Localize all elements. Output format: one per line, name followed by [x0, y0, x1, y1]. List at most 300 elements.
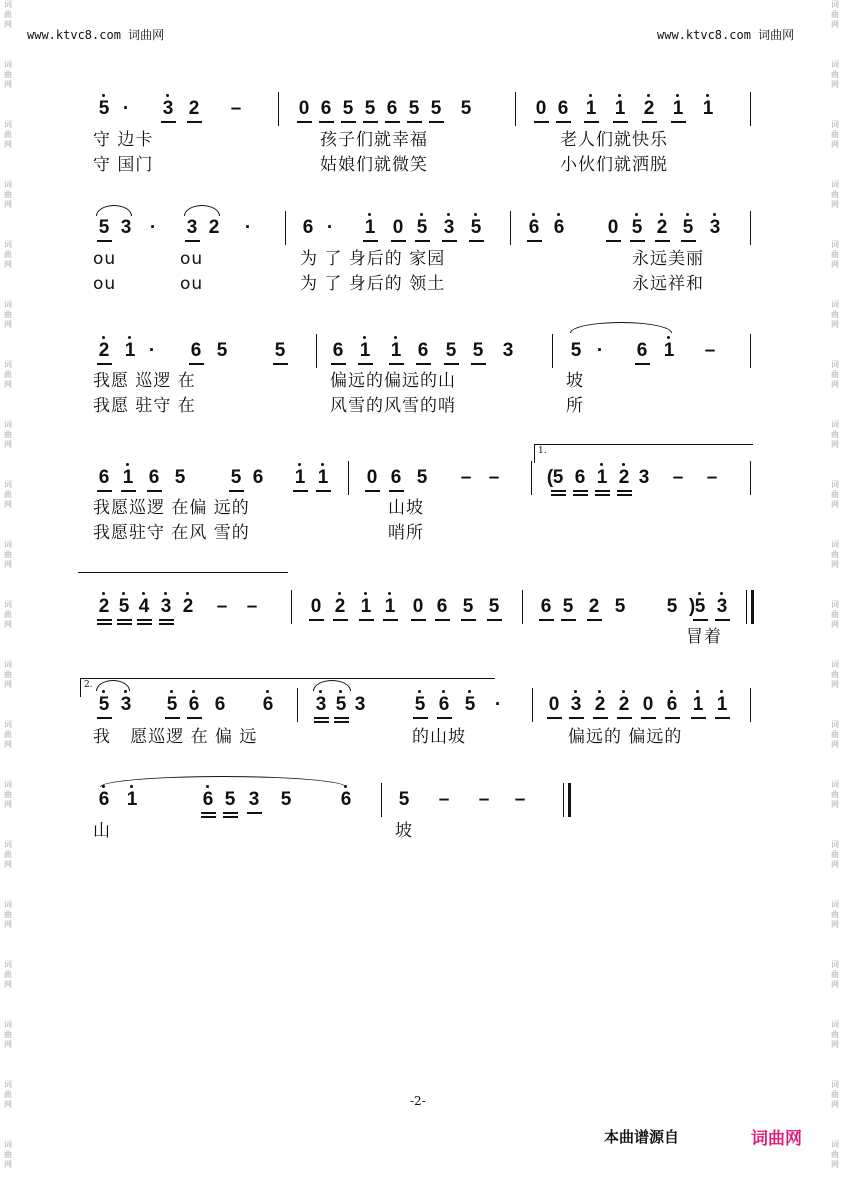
lyric: 山	[93, 821, 111, 841]
volta-1-label: 1.	[538, 446, 547, 456]
underline-beam	[201, 812, 216, 814]
note: 0	[310, 596, 322, 617]
note: 0	[535, 98, 547, 119]
dot-augment: ·	[122, 98, 130, 119]
page-number: -2-	[410, 1094, 426, 1108]
lyric: 小伙们就洒脱	[560, 155, 668, 175]
underline-beam	[630, 240, 645, 242]
underline-beam	[556, 121, 571, 123]
lyric: 的山坡	[412, 727, 466, 747]
lyric: 我 愿巡逻 在 偏 远	[93, 727, 258, 747]
lyric: 守 边卡	[93, 130, 154, 150]
underline-beam	[561, 619, 576, 621]
underline-beam	[547, 717, 562, 719]
watermark-text: 词 曲 网	[4, 600, 12, 629]
underline-beam	[665, 717, 680, 719]
note: 3	[714, 596, 730, 618]
dash-sustain: –	[488, 467, 500, 488]
note: 0	[642, 694, 654, 715]
volta-2	[80, 678, 495, 697]
note: 1	[714, 694, 730, 716]
underline-beam	[159, 623, 174, 625]
note: 6	[186, 694, 202, 716]
underline-beam	[416, 363, 431, 365]
barline	[316, 334, 317, 368]
note: 2	[641, 98, 657, 120]
note: 5	[96, 694, 112, 716]
dash-sustain: –	[460, 467, 472, 488]
note: 5	[174, 467, 186, 488]
note: 3	[118, 694, 134, 716]
note: 1	[612, 98, 628, 120]
underline-beam	[551, 494, 566, 496]
watermark-text: 词 曲 网	[4, 840, 12, 869]
underline-beam	[185, 240, 200, 242]
watermark-text: 词 曲 网	[831, 60, 839, 89]
underline-beam	[593, 717, 608, 719]
note: 1	[388, 340, 404, 362]
watermark-text: 词 曲 网	[831, 960, 839, 989]
note: 5	[224, 789, 236, 810]
underline-beam	[587, 619, 602, 621]
watermark-text: 词 曲 网	[4, 720, 12, 749]
note: 2	[96, 596, 112, 618]
note: 3	[248, 789, 260, 810]
underline-beam	[442, 240, 457, 242]
note: 5	[342, 98, 354, 119]
underline-beam	[97, 490, 112, 492]
underline-beam	[617, 494, 632, 496]
barline	[278, 92, 279, 126]
underline-beam	[551, 490, 566, 492]
watermark-text: 词 曲 网	[4, 0, 12, 29]
slur	[96, 205, 132, 216]
note: 5	[364, 98, 376, 119]
underline-beam	[314, 717, 329, 719]
header-url-right[interactable]: www.ktvc8.com 词曲网	[657, 28, 795, 42]
note: 3	[502, 340, 514, 361]
underline-beam	[691, 717, 706, 719]
note: 2	[332, 596, 348, 618]
underline-beam	[573, 494, 588, 496]
note: 3	[441, 217, 457, 239]
volta-2-label: 2.	[84, 680, 93, 690]
note: 5	[430, 98, 442, 119]
lyric: 哨所	[388, 523, 424, 543]
volta-1-continuation-line	[78, 572, 288, 573]
note: 6	[148, 467, 160, 488]
note: 1	[690, 694, 706, 716]
underline-beam	[435, 619, 450, 621]
note: 6	[332, 340, 344, 361]
underline-beam	[247, 812, 262, 814]
barline	[750, 334, 751, 368]
barline	[522, 590, 523, 624]
dot-augment: ·	[494, 694, 502, 715]
note: 5	[488, 596, 500, 617]
underline-beam	[334, 717, 349, 719]
underline-beam	[358, 363, 373, 365]
underline-beam	[117, 619, 132, 621]
note: 5	[614, 596, 626, 617]
underline-beam	[595, 490, 610, 492]
volta-1	[534, 444, 753, 463]
barline	[750, 211, 751, 245]
barline	[746, 590, 747, 624]
watermark-text: 词 曲 网	[4, 960, 12, 989]
note: 6	[557, 98, 569, 119]
underline-beam	[121, 490, 136, 492]
dash-sustain: –	[706, 467, 718, 488]
underline-beam	[97, 623, 112, 625]
watermark-text: 词 曲 网	[831, 720, 839, 749]
watermark-column-right	[829, 0, 841, 1172]
lyric: 孩子们就幸福	[320, 130, 428, 150]
note: 1	[358, 596, 374, 618]
underline-beam	[671, 121, 686, 123]
underline-beam	[161, 121, 176, 123]
note: 5	[414, 217, 430, 239]
watermark-text: 词 曲 网	[831, 360, 839, 389]
underline-beam	[391, 240, 406, 242]
watermark-text: 词 曲 网	[4, 240, 12, 269]
note: 5	[666, 596, 678, 617]
underline-beam	[539, 619, 554, 621]
underline-beam	[534, 121, 549, 123]
note: 5	[462, 694, 478, 716]
lyric: 为 了 身后的 领土	[300, 274, 446, 294]
watermark-text: 词 曲 网	[831, 420, 839, 449]
dash-sustain: –	[672, 467, 684, 488]
note: 1	[382, 596, 398, 618]
note: 6	[551, 217, 567, 239]
note: 2	[616, 694, 632, 716]
note: 2	[96, 340, 112, 362]
underline-beam	[97, 619, 112, 621]
dot-augment: ·	[149, 217, 157, 238]
underline-beam	[365, 490, 380, 492]
barline	[381, 783, 382, 817]
dot-augment: ·	[596, 340, 604, 361]
watermark-text: 词 曲 网	[4, 1140, 12, 1169]
note: 6	[200, 789, 216, 811]
dash-sustain: –	[704, 340, 716, 361]
note: 0	[366, 467, 378, 488]
note: 5	[116, 596, 132, 618]
underline-beam	[444, 363, 459, 365]
note: 5	[462, 596, 474, 617]
watermark-text: 词 曲 网	[4, 120, 12, 149]
underline-beam	[617, 490, 632, 492]
watermark-text: 词 曲 网	[831, 840, 839, 869]
barline	[348, 461, 349, 495]
note: 5	[562, 596, 574, 617]
underline-beam	[159, 619, 174, 621]
watermark-text: 词 曲 网	[831, 600, 839, 629]
barline	[552, 334, 553, 368]
underline-beam	[487, 619, 502, 621]
note: 6	[526, 217, 542, 239]
lyric: 我愿巡逻 在偏 远的	[93, 498, 250, 518]
underline-beam	[363, 121, 378, 123]
note: 1	[661, 340, 677, 362]
note: 5	[552, 467, 564, 488]
note: 6	[214, 694, 226, 715]
lyric: ou	[93, 274, 117, 294]
underline-beam	[309, 619, 324, 621]
note: 5	[216, 340, 228, 361]
source-brand[interactable]: 词曲网	[751, 1129, 802, 1149]
lyric: 我愿 巡逻 在	[93, 371, 196, 391]
barline	[750, 688, 751, 722]
lyric: 山坡	[388, 498, 424, 518]
lyric: 偏远的偏远的山	[330, 371, 456, 391]
barline	[532, 688, 533, 722]
watermark-text: 词 曲 网	[4, 780, 12, 809]
note: 1	[124, 789, 140, 811]
underline-beam	[137, 619, 152, 621]
lyric: 姑娘们就微笑	[320, 155, 428, 175]
note: 6	[540, 596, 552, 617]
note: 1	[594, 467, 610, 489]
underline-beam	[359, 619, 374, 621]
underline-beam	[97, 240, 112, 242]
dash-sustain: –	[216, 596, 228, 617]
note: 5	[629, 217, 645, 239]
watermark-column-left	[2, 0, 14, 1172]
underline-beam	[389, 363, 404, 365]
underline-beam	[584, 121, 599, 123]
note: 1	[315, 467, 331, 489]
lyric: ou	[93, 249, 117, 269]
underline-beam	[715, 717, 730, 719]
watermark-text: 词 曲 网	[4, 660, 12, 689]
lyric: 为 了 身后的 家园	[300, 249, 446, 269]
barline	[515, 92, 516, 126]
note: 3	[568, 694, 584, 716]
note: 5	[408, 98, 420, 119]
underline-beam	[389, 490, 404, 492]
lyric: ou	[180, 274, 204, 294]
underline-beam	[314, 721, 329, 723]
note: 5	[164, 694, 180, 716]
note: 5	[460, 98, 472, 119]
watermark-text: 词 曲 网	[4, 540, 12, 569]
note: 5	[680, 217, 696, 239]
slur	[570, 322, 672, 333]
note: 5	[692, 596, 708, 618]
note: 6	[390, 467, 402, 488]
underline-beam	[415, 240, 430, 242]
watermark-text: 词 曲 网	[831, 660, 839, 689]
note: 2	[208, 217, 220, 238]
underline-beam	[681, 240, 696, 242]
watermark-text: 词 曲 网	[4, 60, 12, 89]
watermark-text: 词 曲 网	[4, 1080, 12, 1109]
watermark-text: 词 曲 网	[831, 240, 839, 269]
note: 5	[445, 340, 457, 361]
lyric: 风雪的风雪的哨	[330, 396, 456, 416]
note: 5	[570, 340, 582, 361]
dash-sustain: –	[438, 789, 450, 810]
watermark-text: 词 曲 网	[831, 0, 839, 29]
underline-beam	[573, 490, 588, 492]
note: 1	[362, 217, 378, 239]
note: 1	[583, 98, 599, 120]
underline-beam	[223, 812, 238, 814]
underline-beam	[383, 619, 398, 621]
lyric: 我愿驻守 在风 雪的	[93, 523, 250, 543]
underline-beam	[319, 121, 334, 123]
lyric: 我愿 驻守 在	[93, 396, 196, 416]
underline-beam	[147, 490, 162, 492]
note: 3	[638, 467, 650, 488]
lyric: 冒着	[686, 627, 722, 647]
note: 6	[338, 789, 354, 811]
watermark-text: 词 曲 网	[831, 1140, 839, 1169]
underline-beam	[187, 121, 202, 123]
lyric: ou	[180, 249, 204, 269]
note: 2	[180, 596, 196, 618]
note: 2	[592, 694, 608, 716]
dash-sustain: –	[230, 98, 242, 119]
watermark-text: 词 曲 网	[4, 180, 12, 209]
underline-beam	[341, 121, 356, 123]
header-url-left[interactable]: www.ktvc8.com 词曲网	[27, 28, 165, 42]
barline	[751, 590, 754, 624]
note: 5	[96, 98, 112, 120]
underline-beam	[407, 121, 422, 123]
underline-beam	[201, 816, 216, 818]
underline-beam	[613, 121, 628, 123]
barline	[285, 211, 286, 245]
note: 5	[230, 467, 242, 488]
note: 3	[313, 694, 329, 716]
dot-augment: ·	[148, 340, 156, 361]
underline-beam	[385, 121, 400, 123]
barline	[563, 783, 564, 817]
note: 6	[96, 789, 112, 811]
note: 6	[252, 467, 264, 488]
watermark-text: 词 曲 网	[831, 1020, 839, 1049]
dot-augment: ·	[244, 217, 252, 238]
note: 2	[588, 596, 600, 617]
watermark-text: 词 曲 网	[831, 1080, 839, 1109]
watermark-text: 词 曲 网	[4, 900, 12, 929]
underline-beam	[411, 619, 426, 621]
underline-beam	[569, 717, 584, 719]
note: 3	[120, 217, 132, 238]
note: 6	[436, 694, 452, 716]
underline-beam	[693, 619, 708, 621]
note: 6	[636, 340, 648, 361]
note: 5	[468, 217, 484, 239]
barline	[568, 783, 571, 817]
underline-beam	[165, 717, 180, 719]
note: (	[546, 467, 554, 488]
underline-beam	[297, 121, 312, 123]
underline-beam	[461, 619, 476, 621]
note: 1	[122, 340, 138, 362]
dot-augment: ·	[326, 217, 334, 238]
note: 0	[607, 217, 619, 238]
note: 0	[298, 98, 310, 119]
watermark-text: 词 曲 网	[4, 1020, 12, 1049]
underline-beam	[471, 363, 486, 365]
note: 2	[188, 98, 200, 119]
underline-beam	[469, 240, 484, 242]
underline-beam	[187, 717, 202, 719]
note: 2	[616, 467, 632, 489]
note: 1	[700, 98, 716, 120]
note: 6	[436, 596, 448, 617]
note: 6	[574, 467, 586, 488]
underline-beam	[316, 490, 331, 492]
underline-beam	[635, 363, 650, 365]
note: 6	[98, 467, 110, 488]
underline-beam	[223, 816, 238, 818]
lyric: 坡	[395, 821, 413, 841]
lyric: 坡	[566, 371, 584, 391]
underline-beam	[606, 240, 621, 242]
underline-beam	[413, 717, 428, 719]
watermark-text: 词 曲 网	[4, 300, 12, 329]
barline	[531, 461, 532, 495]
underline-beam	[273, 363, 288, 365]
lyric: 所	[566, 396, 584, 416]
underline-beam	[333, 619, 348, 621]
note: 1	[357, 340, 373, 362]
lyric: 永远美丽	[632, 249, 704, 269]
underline-beam	[189, 363, 204, 365]
lyric: 偏远的 偏远的	[568, 727, 683, 747]
underline-beam	[334, 721, 349, 723]
barline	[510, 211, 511, 245]
note: 3	[158, 596, 174, 618]
watermark-text: 词 曲 网	[831, 780, 839, 809]
note: 3	[707, 217, 723, 239]
barline	[291, 590, 292, 624]
slur	[100, 776, 346, 787]
watermark-text: 词 曲 网	[831, 120, 839, 149]
underline-beam	[117, 623, 132, 625]
lyric: 永远祥和	[632, 274, 704, 294]
note: 1	[120, 467, 136, 489]
note: 5	[412, 694, 428, 716]
underline-beam	[655, 240, 670, 242]
note: 2	[654, 217, 670, 239]
underline-beam	[363, 240, 378, 242]
watermark-text: 词 曲 网	[4, 360, 12, 389]
lyric: 守 国门	[93, 155, 154, 175]
note: 6	[320, 98, 332, 119]
underline-beam	[137, 623, 152, 625]
underline-beam	[97, 717, 112, 719]
underline-beam	[229, 490, 244, 492]
underline-beam	[641, 717, 656, 719]
underline-beam	[437, 717, 452, 719]
dash-sustain: –	[514, 789, 526, 810]
watermark-text: 词 曲 网	[831, 900, 839, 929]
note: 6	[417, 340, 429, 361]
note: 5	[333, 694, 349, 716]
note: )	[688, 596, 696, 617]
note: 3	[186, 217, 198, 238]
underline-beam	[527, 240, 542, 242]
note: 1	[292, 467, 308, 489]
underline-beam	[617, 717, 632, 719]
note: 5	[416, 467, 428, 488]
